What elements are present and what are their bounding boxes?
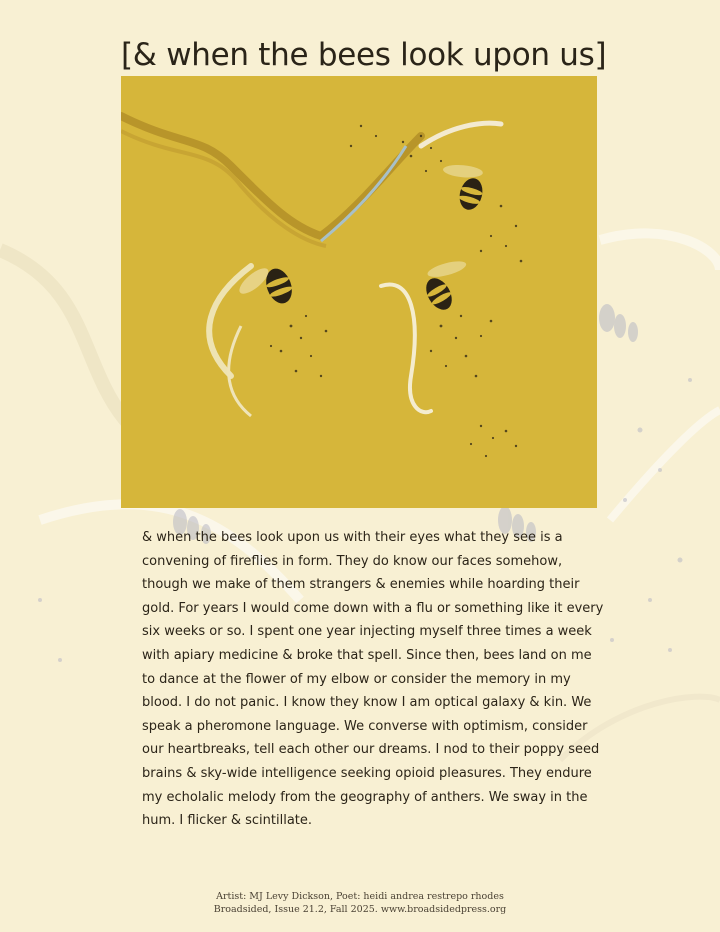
poem-line: brains & sky-wide intelligence seeking opioid pleasures. They endure	[142, 765, 592, 781]
poem-line: hum. I flicker & scintillate.	[142, 813, 313, 829]
bee-icon	[415, 249, 482, 314]
poem-line: with apiary medicine & broke that spell. Since then, bees land on me	[142, 647, 592, 663]
credit-publication: Broadsided, Issue 21.2, Fall 2025. www.broadsidedpress.org	[213, 904, 507, 915]
poem-line: & when the bees look upon us with their eyes what they see is a	[142, 530, 563, 545]
poem-text	[142, 526, 604, 833]
poem-line: speak a pheromone language. We converse with optimism, consider	[142, 718, 588, 734]
credit-artist-poet: Artist: MJ Levy Dickson, Poet: heidi andrea restrepo rhodes	[216, 891, 504, 902]
bee-illustration	[121, 76, 597, 508]
poem-line: blood. I do not panic. I know they know I am optical galaxy & kin. We	[142, 695, 592, 711]
poem-line: though we make of them strangers & enemies while hoarding their	[142, 577, 580, 593]
page-title: [& when the bees look upon us]	[121, 37, 607, 73]
poem-line: our heartbreaks, tell each other our dreams. I nod to their poppy seed	[142, 742, 600, 758]
poem-line: gold. For years I would come down with a flu or something like it every	[142, 600, 604, 616]
poem-line: six weeks or so. I spent one year injecting myself three times a week	[142, 624, 592, 640]
bee-icon	[231, 257, 296, 317]
bee-icon	[434, 157, 490, 213]
artwork-panel	[121, 76, 597, 508]
poem-line: my echolalic melody from the geography of anthers. We sway in the	[142, 789, 588, 805]
poem-line: to dance at the flower of my elbow or consider the memory in my	[142, 671, 571, 687]
poem-line: convening of fireflies in form. They do know our faces somehow,	[142, 553, 563, 569]
